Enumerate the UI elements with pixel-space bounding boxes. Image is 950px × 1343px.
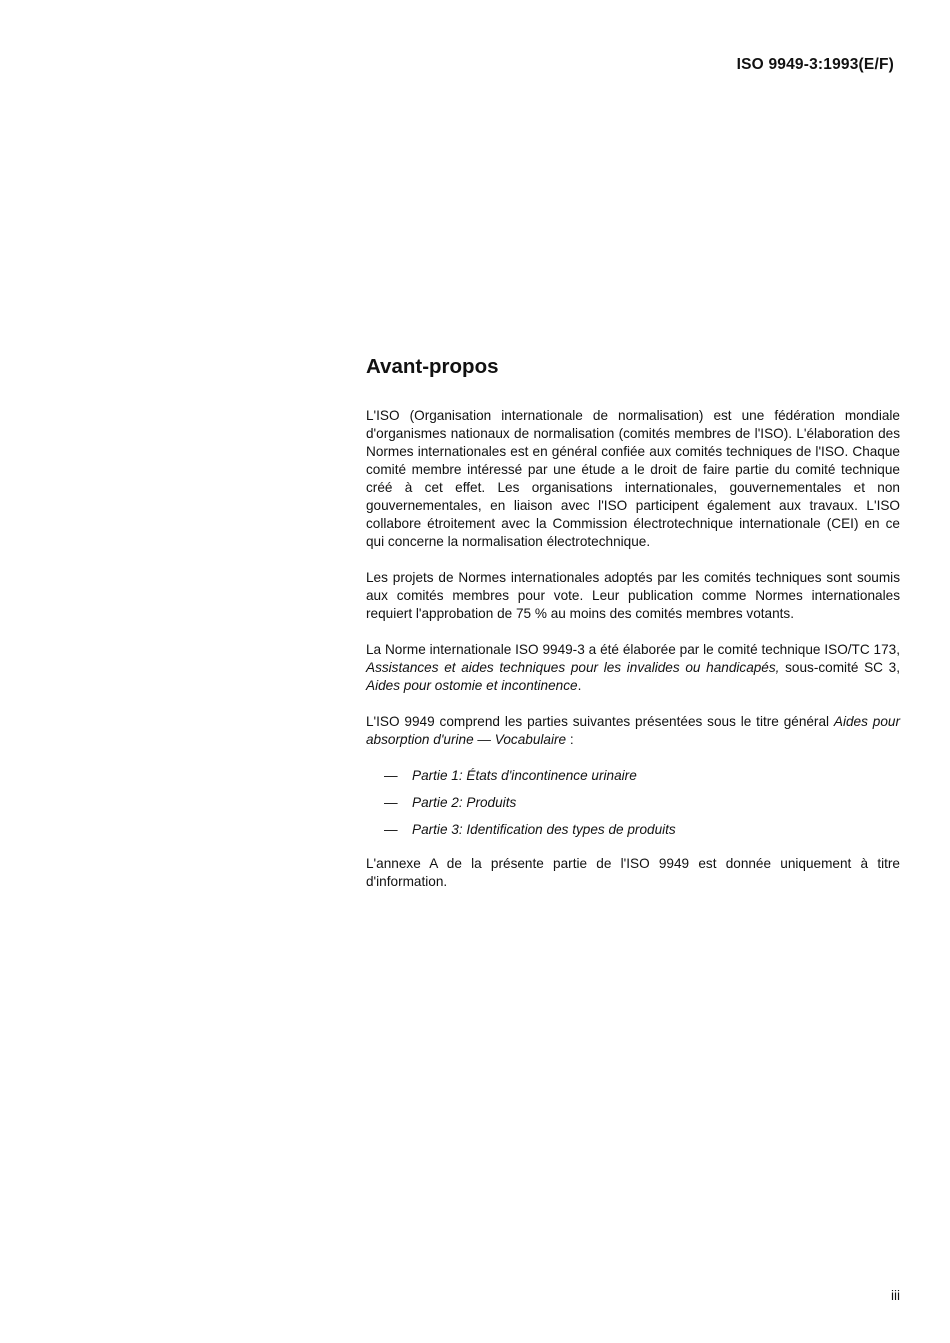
part-title: Partie 2: Produits <box>412 795 517 810</box>
section-title: Avant-propos <box>366 355 499 378</box>
paragraph-committee <box>366 641 900 695</box>
paragraph-annex: L'annexe A de la présente partie de l'ISO 9949 est donnée uniquement à titre d'information. <box>366 856 900 889</box>
parts-intro-colon: : <box>566 732 574 747</box>
committee-name: Assistances et aides techniques pour les invalides ou handicapés, <box>366 660 780 675</box>
committee-text-1: La Norme internationale ISO 9949-3 a été élaborée par le comité technique ISO/TC 173, <box>366 642 900 657</box>
list-item <box>366 794 900 812</box>
dash-bullet: — <box>384 768 398 783</box>
part-title: Partie 3: Identification des types de produits <box>412 822 676 837</box>
committee-text-2: sous-comité SC 3, <box>779 660 900 675</box>
parts-intro-text: L'ISO 9949 comprend les parties suivantes présentées sous le titre général <box>366 714 834 729</box>
dash-bullet: — <box>384 795 398 810</box>
list-item <box>366 767 900 785</box>
foreword-section <box>366 355 900 909</box>
part-title: Partie 1: États d'incontinence urinaire <box>412 768 637 783</box>
dash-bullet: — <box>384 822 398 837</box>
document-reference: ISO 9949-3:1993(E/F) <box>736 56 894 73</box>
paragraph-iso-intro: L'ISO (Organisation internationale de normalisation) est une fédération mondiale d'organismes nationaux de normalisation (comités membres de l'ISO). L'élaboration des Normes internationales est en général confiée aux comités techniques de l'ISO. Chaque comité membre intéressé par une étude a le droit de faire partie du comité technique créé à cet effet. Les organisations internationales, gouvernementales et non gouvernementales, en liaison avec l'ISO participent également aux travaux. L'ISO collabore étroitement avec la Commission électrotechnique internationale (CEI) en ce qui concerne la normalisation électrotechnique. <box>366 408 900 549</box>
paragraph-parts-intro <box>366 713 900 749</box>
committee-text-3: . <box>577 678 582 693</box>
parts-list <box>366 767 900 839</box>
paragraph-draft-approval: Les projets de Normes internationales adoptés par les comités techniques sont soumis aux comités membres pour vote. Leur publication comme Normes internationales requiert l'approbation de 75 % au moins des comités membres votants. <box>366 570 900 621</box>
list-item <box>366 821 900 839</box>
page-number: iii <box>890 1288 900 1303</box>
general-title: Aides pour absorption d'urine — Vocabulaire <box>366 714 900 747</box>
subcommittee-name: Aides pour ostomie et incontinence <box>366 678 578 693</box>
